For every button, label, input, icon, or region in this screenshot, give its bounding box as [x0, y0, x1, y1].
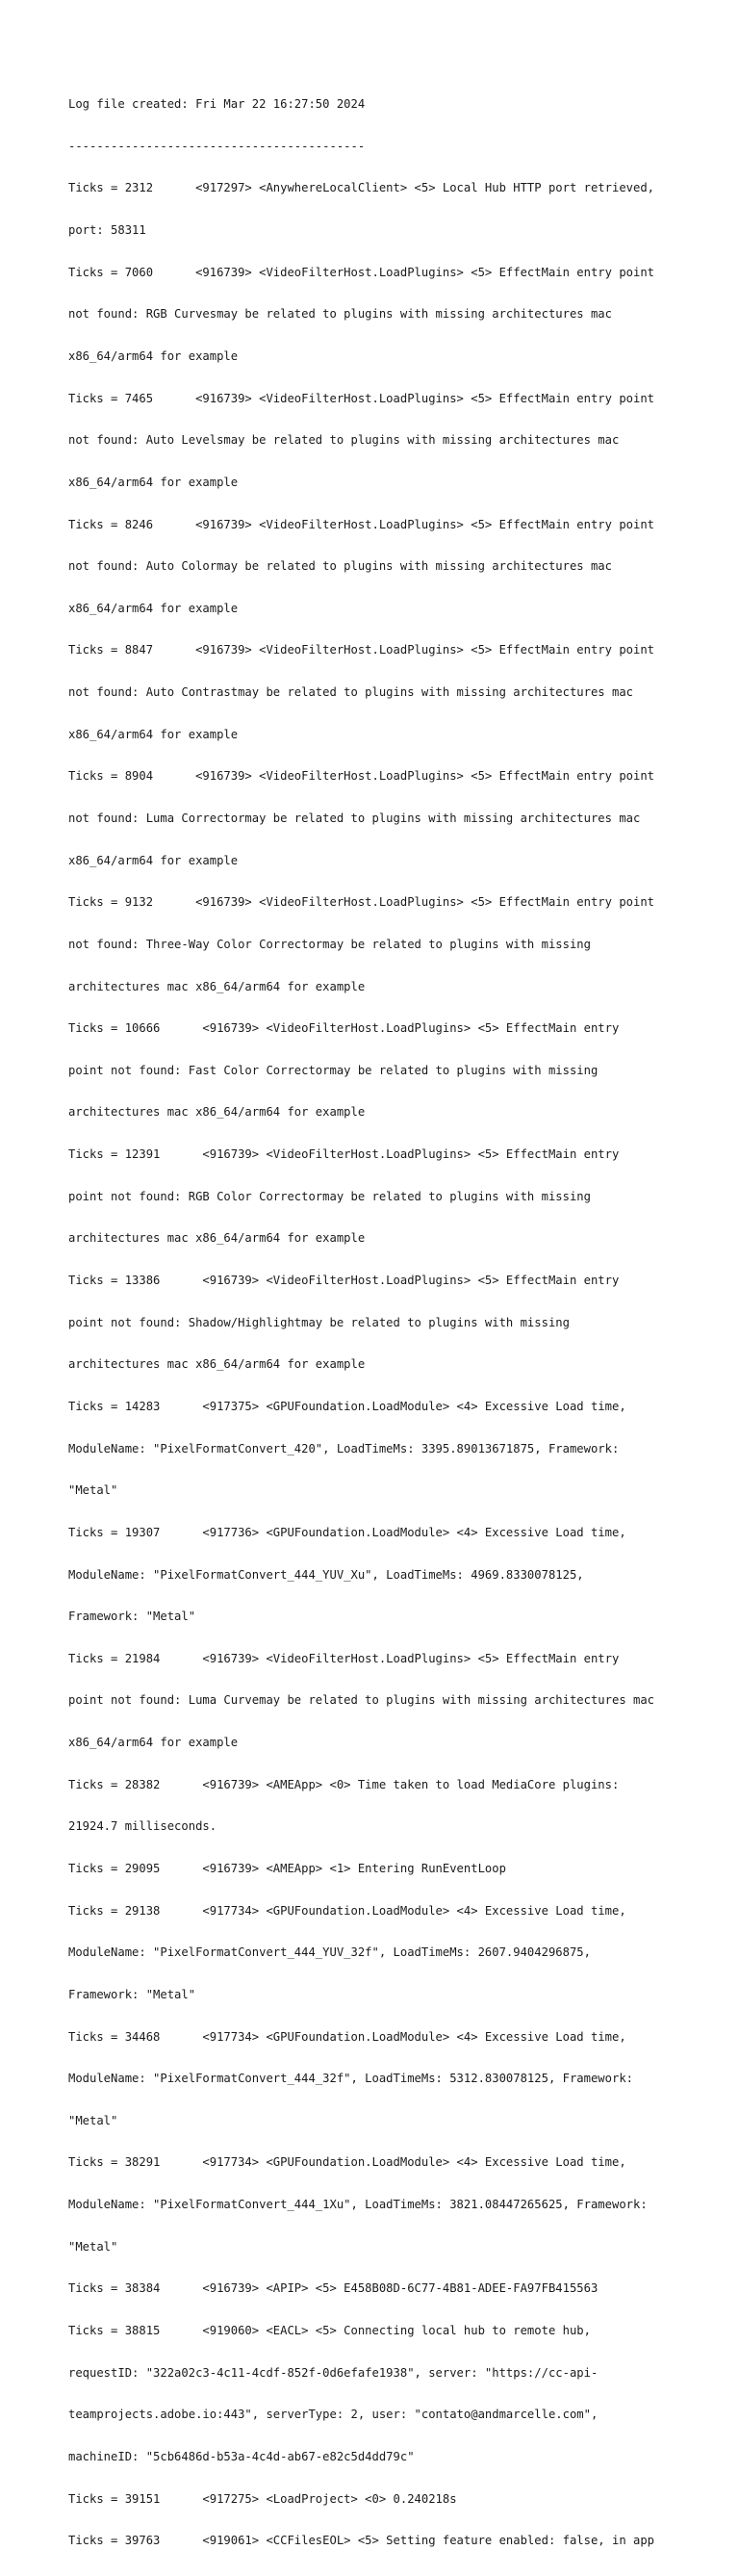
- log-line: Framework: "Metal": [68, 1987, 196, 2001]
- log-line: x86_64/arm64 for example: [68, 727, 239, 741]
- log-line: not found: Auto Levelsmay be related to plugins with missing architectures mac: [68, 433, 620, 448]
- log-line: "Metal": [68, 2239, 118, 2254]
- log-separator: ------------------------------------------: [68, 139, 366, 153]
- log-text: [68, 69, 676, 2576]
- log-line: Ticks = 7465 <916739> <VideoFilterHost.LoadPlugins> <5> EffectMain entry point: [68, 391, 655, 405]
- log-line: x86_64/arm64 for example: [68, 475, 239, 489]
- log-line: Ticks = 14283 <917375> <GPUFoundation.LoadModule> <4> Excessive Load time,: [68, 1399, 626, 1413]
- log-line: x86_64/arm64 for example: [68, 853, 239, 867]
- log-line: architectures mac x86_64/arm64 for example: [68, 979, 366, 993]
- log-line: Ticks = 10666 <916739> <VideoFilterHost.LoadPlugins> <5> EffectMain entry: [68, 1021, 620, 1036]
- log-line: Ticks = 38815 <919060> <EACL> <5> Connecting local hub to remote hub,: [68, 2324, 591, 2338]
- log-line: architectures mac x86_64/arm64 for example: [68, 1357, 366, 1372]
- log-line: Ticks = 34468 <917734> <GPUFoundation.LoadModule> <4> Excessive Load time,: [68, 2029, 626, 2044]
- log-line: Ticks = 8904 <916739> <VideoFilterHost.LoadPlugins> <5> EffectMain entry point: [68, 769, 655, 784]
- log-line: not found: Auto Colormay be related to plugins with missing architectures mac: [68, 559, 612, 574]
- log-line: Ticks = 38384 <916739> <APIP> <5> E458B08D-6C77-4B81-ADEE-FA97FB415563: [68, 2281, 599, 2296]
- log-line: requestID: "322a02c3-4c11-4cdf-852f-0d6efafe1938", server: "https://cc-api-: [68, 2365, 599, 2380]
- log-line: Ticks = 2312 <917297> <AnywhereLocalClient> <5> Local Hub HTTP port retrieved,: [68, 181, 655, 195]
- log-line: point not found: Luma Curvemay be related to plugins with missing architectures mac: [68, 1693, 655, 1708]
- log-line: Ticks = 8847 <916739> <VideoFilterHost.LoadPlugins> <5> EffectMain entry point: [68, 643, 655, 657]
- log-line: point not found: RGB Color Correctormay be related to plugins with missing: [68, 1189, 591, 1203]
- log-line: 21924.7 milliseconds.: [68, 1819, 217, 1834]
- log-line: "Metal": [68, 2113, 118, 2127]
- log-line: Ticks = 21984 <916739> <VideoFilterHost.LoadPlugins> <5> EffectMain entry: [68, 1651, 620, 1665]
- log-line: not found: RGB Curvesmay be related to plugins with missing architectures mac: [68, 307, 612, 322]
- log-line: point not found: Shadow/Highlightmay be related to plugins with missing: [68, 1315, 570, 1329]
- log-line: ModuleName: "PixelFormatConvert_420", LoadTimeMs: 3395.89013671875, Framework:: [68, 1441, 620, 1455]
- log-line: Ticks = 7060 <916739> <VideoFilterHost.LoadPlugins> <5> EffectMain entry point: [68, 265, 655, 279]
- log-line: x86_64/arm64 for example: [68, 1736, 239, 1750]
- log-line: Ticks = 29095 <916739> <AMEApp> <1> Entering RunEventLoop: [68, 1862, 506, 1875]
- log-line: Ticks = 8246 <916739> <VideoFilterHost.LoadPlugins> <5> EffectMain entry point: [68, 517, 655, 531]
- log-line: not found: Three-Way Color Correctormay be related to plugins with missing: [68, 937, 591, 951]
- log-line: Ticks = 39151 <917275> <LoadProject> <0> 0.240218s: [68, 2491, 457, 2506]
- log-header: Log file created: Fri Mar 22 16:27:50 2024: [68, 97, 366, 112]
- log-line: ModuleName: "PixelFormatConvert_444_1Xu", LoadTimeMs: 3821.08447265625, Framework:: [68, 2198, 648, 2212]
- log-line: Ticks = 39763 <919061> <CCFilesEOL> <5> Setting feature enabled: false, in app: [68, 2534, 655, 2548]
- log-line: Ticks = 29138 <917734> <GPUFoundation.LoadModule> <4> Excessive Load time,: [68, 1903, 626, 1918]
- log-line: ModuleName: "PixelFormatConvert_444_YUV_32f", LoadTimeMs: 2607.9404296875,: [68, 1945, 591, 1960]
- log-line: point not found: Fast Color Correctormay be related to plugins with missing: [68, 1063, 599, 1077]
- log-line: Ticks = 13386 <916739> <VideoFilterHost.LoadPlugins> <5> EffectMain entry: [68, 1274, 620, 1288]
- log-line: "Metal": [68, 1483, 118, 1498]
- log-line: machineID: "5cb6486d-b53a-4c4d-ab67-e82c5d4dd79c": [68, 2449, 415, 2463]
- log-line: Framework: "Metal": [68, 1610, 196, 1624]
- log-line: not found: Luma Correctormay be related to plugins with missing architectures mac: [68, 811, 641, 825]
- log-line: architectures mac x86_64/arm64 for example: [68, 1105, 366, 1120]
- log-line: Ticks = 12391 <916739> <VideoFilterHost.LoadPlugins> <5> EffectMain entry: [68, 1147, 620, 1162]
- log-line: ModuleName: "PixelFormatConvert_444_32f", LoadTimeMs: 5312.830078125, Framework:: [68, 2072, 633, 2086]
- log-line: Ticks = 19307 <917736> <GPUFoundation.LoadModule> <4> Excessive Load time,: [68, 1525, 626, 1539]
- log-line: port: 58311: [68, 223, 146, 238]
- log-line: Ticks = 38291 <917734> <GPUFoundation.LoadModule> <4> Excessive Load time,: [68, 2155, 626, 2170]
- log-line: Ticks = 9132 <916739> <VideoFilterHost.LoadPlugins> <5> EffectMain entry point: [68, 895, 655, 910]
- log-line: architectures mac x86_64/arm64 for example: [68, 1231, 366, 1246]
- log-line: x86_64/arm64 for example: [68, 348, 239, 363]
- log-line: teamprojects.adobe.io:443", serverType: 2, user: "contato@andmarcelle.com",: [68, 2408, 599, 2422]
- log-line: ModuleName: "PixelFormatConvert_444_YUV_Xu", LoadTimeMs: 4969.8330078125,: [68, 1567, 584, 1582]
- log-line: x86_64/arm64 for example: [68, 601, 239, 615]
- log-line: not found: Auto Contrastmay be related to plugins with missing architectures mac: [68, 685, 633, 700]
- log-line: Ticks = 28382 <916739> <AMEApp> <0> Time taken to load MediaCore plugins:: [68, 1777, 620, 1791]
